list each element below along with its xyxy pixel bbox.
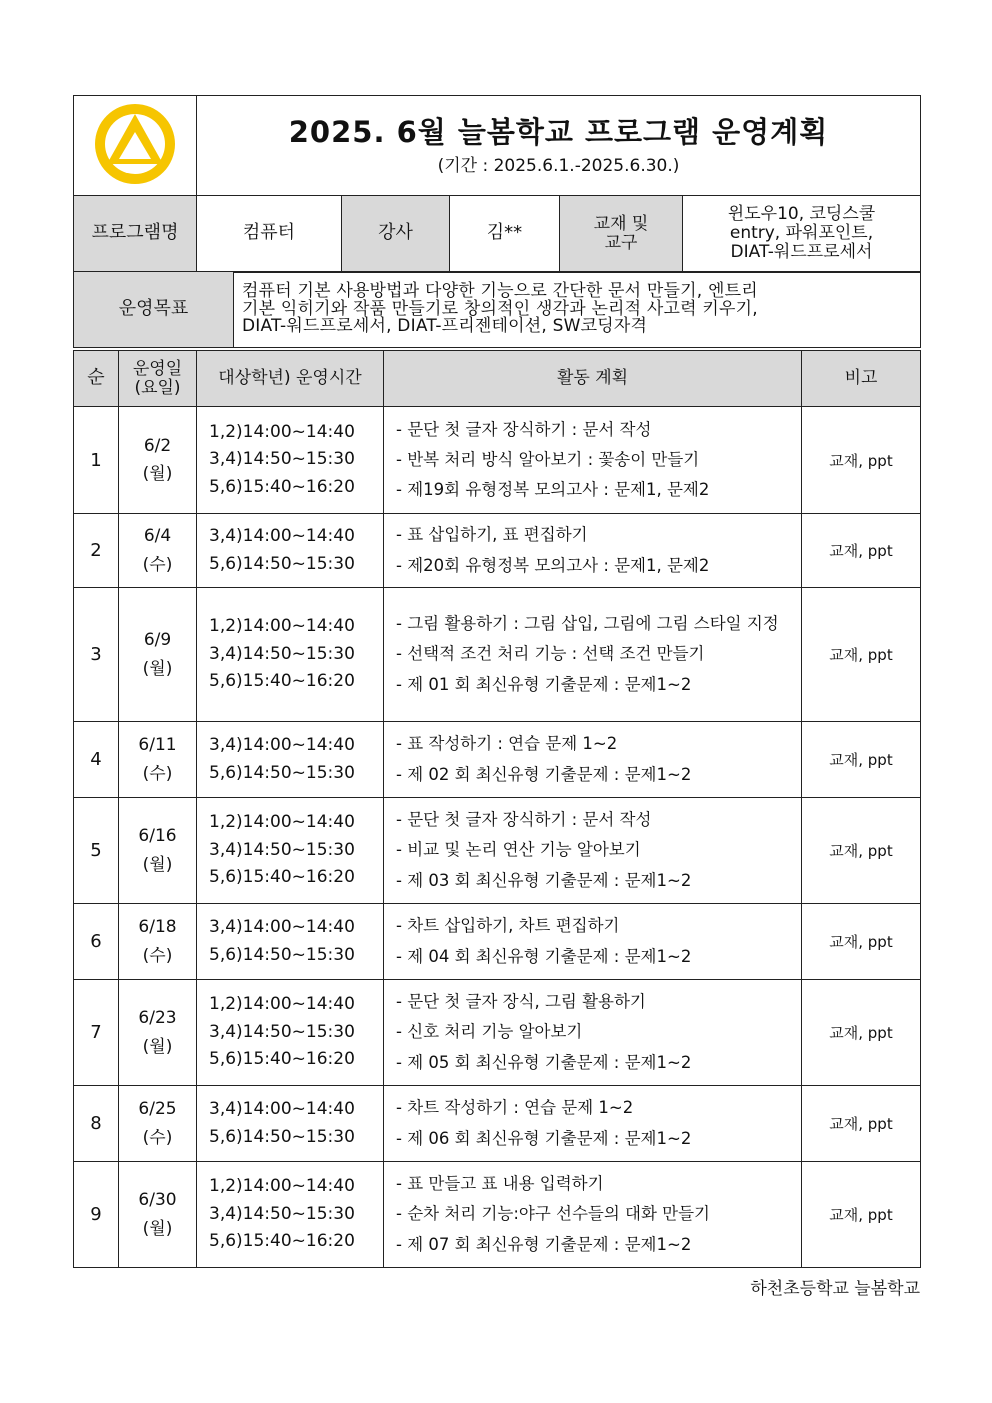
- row-date: [119, 514, 197, 588]
- col-date: [119, 351, 197, 407]
- row-day-value: (월): [142, 1036, 173, 1057]
- materials-line1: 윈도우10, 코딩스쿨: [727, 204, 876, 225]
- row-time-slot: 3,4)14:00~14:40: [209, 525, 355, 546]
- row-activities: [384, 904, 802, 980]
- schedule-table: [73, 350, 921, 1268]
- teacher-value: 김**: [450, 195, 560, 272]
- row-activity: - 표 작성하기 : 연습 문제 1~2: [396, 734, 618, 754]
- row-date: [119, 407, 197, 514]
- row-number: 6: [74, 904, 119, 980]
- row-time-slot: 5,6)14:50~15:30: [209, 762, 355, 783]
- row-number: 1: [74, 407, 119, 514]
- period-text: (기간 : 2025.6.1.-2025.6.30.): [437, 156, 680, 177]
- schedule-row: [74, 904, 921, 980]
- row-note: 교재, ppt: [802, 407, 921, 514]
- row-note: 교재, ppt: [802, 980, 921, 1086]
- col-note: 비고: [802, 351, 921, 407]
- row-day-value: (수): [142, 1127, 173, 1148]
- row-time-slot: 3,4)14:00~14:40: [209, 916, 355, 937]
- goal-text: [234, 272, 921, 348]
- row-activity: - 문단 첫 글자 장식, 그림 활용하기: [396, 992, 646, 1012]
- plan-document: [73, 95, 920, 1268]
- row-date-value: 6/16: [138, 826, 177, 847]
- row-activity: - 문단 첫 글자 장식하기 : 문서 작성: [396, 419, 652, 439]
- logo-cell: [74, 96, 197, 196]
- row-number: 9: [74, 1162, 119, 1268]
- row-date-value: 6/23: [138, 1008, 177, 1029]
- row-activity: - 차트 작성하기 : 연습 문제 1~2: [396, 1098, 634, 1118]
- row-number: 4: [74, 722, 119, 798]
- row-time-slot: 1,2)14:00~14:40: [209, 1176, 355, 1197]
- schedule-row: [74, 980, 921, 1086]
- row-time-slot: 5,6)14:50~15:30: [209, 944, 355, 965]
- row-date-value: 6/9: [143, 630, 172, 651]
- program-label: 프로그램명: [74, 195, 197, 272]
- row-activity: - 표 만들고 표 내용 입력하기: [396, 1174, 604, 1194]
- schedule-body: [74, 407, 921, 1268]
- row-time-slot: 3,4)14:50~15:30: [209, 1021, 355, 1042]
- row-date-value: 6/30: [138, 1190, 177, 1211]
- row-date-value: 6/4: [143, 526, 172, 547]
- schedule-header-row: [74, 351, 921, 407]
- materials-line3: DIAT-워드프로세서: [730, 241, 873, 262]
- row-activity: - 제20회 유형정복 모의고사 : 문제1, 문제2: [396, 555, 710, 575]
- col-time: 대상학년) 운영시간: [197, 351, 384, 407]
- row-note: 교재, ppt: [802, 588, 921, 722]
- row-times: [197, 904, 384, 980]
- row-note: 교재, ppt: [802, 1162, 921, 1268]
- row-activities: [384, 798, 802, 904]
- row-activities: [384, 407, 802, 514]
- materials-label-line1: 교재 및: [593, 213, 649, 234]
- goal-line1: 컴퓨터 기본 사용방법과 다양한 기능으로 간단한 문서 만들기, 엔트리: [242, 280, 758, 301]
- materials-label: [560, 195, 683, 272]
- row-activity: - 제 07 회 최신유형 기출문제 : 문제1~2: [396, 1234, 692, 1254]
- col-no: 순: [74, 351, 119, 407]
- row-activities: [384, 1086, 802, 1162]
- row-time-slot: 1,2)14:00~14:40: [209, 421, 355, 442]
- schedule-row: [74, 798, 921, 904]
- row-time-slot: 5,6)15:40~16:20: [209, 867, 355, 888]
- row-date: [119, 1162, 197, 1268]
- row-time-slot: 5,6)15:40~16:20: [209, 1231, 355, 1252]
- row-activity: - 표 삽입하기, 표 편집하기: [396, 525, 588, 545]
- page-title: 2025. 6월 늘봄학교 프로그램 운영계획: [288, 114, 829, 149]
- row-date-value: 6/2: [143, 435, 172, 456]
- schedule-row: [74, 588, 921, 722]
- row-activity: - 선택적 조건 처리 기능 : 선택 조건 만들기: [396, 644, 705, 664]
- row-activity: - 신호 처리 기능 알아보기: [396, 1022, 583, 1042]
- row-times: [197, 722, 384, 798]
- row-day-value: (수): [142, 945, 173, 966]
- materials-value: [683, 195, 921, 272]
- row-time-slot: 5,6)14:50~15:30: [209, 1126, 355, 1147]
- row-number: 7: [74, 980, 119, 1086]
- row-activity: - 제 05 회 최신유형 기출문제 : 문제1~2: [396, 1052, 692, 1072]
- row-number: 3: [74, 588, 119, 722]
- row-note: 교재, ppt: [802, 722, 921, 798]
- materials-line2: entry, 파워포인트,: [729, 223, 874, 244]
- row-number: 8: [74, 1086, 119, 1162]
- row-time-slot: 3,4)14:50~15:30: [209, 643, 355, 664]
- row-note: 교재, ppt: [802, 1086, 921, 1162]
- row-day-value: (월): [142, 464, 173, 484]
- row-activity: - 제19회 유형정복 모의고사 : 문제1, 문제2: [396, 480, 710, 499]
- goal-line2: 기본 익히기와 작품 만들기로 창의적인 생각과 논리적 사고력 키우기,: [242, 298, 758, 319]
- row-date: [119, 798, 197, 904]
- title-cell: [197, 96, 921, 196]
- row-activity: - 문단 첫 글자 장식하기 : 문서 작성: [396, 810, 652, 830]
- row-activity: - 그림 활용하기 : 그림 삽입, 그림에 그림 스타일 지정: [396, 614, 779, 634]
- goal-label: 운영목표: [74, 272, 234, 348]
- row-number: 2: [74, 514, 119, 588]
- program-value: 컴퓨터: [197, 195, 342, 272]
- row-date-value: 6/25: [138, 1099, 177, 1120]
- row-day-value: (월): [142, 854, 173, 875]
- row-activities: [384, 980, 802, 1086]
- schedule-row: [74, 722, 921, 798]
- row-time-slot: 5,6)15:40~16:20: [209, 476, 355, 497]
- row-activity: - 제 06 회 최신유형 기출문제 : 문제1~2: [396, 1128, 692, 1148]
- row-time-slot: 1,2)14:00~14:40: [209, 616, 355, 637]
- row-date: [119, 904, 197, 980]
- row-times: [197, 407, 384, 514]
- goal-table: [73, 271, 921, 348]
- row-activities: [384, 722, 802, 798]
- col-plan: 활동 계획: [384, 351, 802, 407]
- row-time-slot: 3,4)14:50~15:30: [209, 839, 355, 860]
- row-note: 교재, ppt: [802, 904, 921, 980]
- row-note: 교재, ppt: [802, 798, 921, 904]
- row-date: [119, 1086, 197, 1162]
- row-activity: - 차트 삽입하기, 차트 편집하기: [396, 916, 620, 936]
- schedule-row: [74, 1086, 921, 1162]
- row-day-value: (수): [142, 763, 173, 784]
- goal-line3: DIAT-워드프로세서, DIAT-프리젠테이션, SW코딩자격: [242, 316, 648, 337]
- col-date-line1: 운영일: [132, 358, 183, 379]
- school-emblem-icon: [93, 102, 177, 186]
- row-activity: - 반복 처리 방식 알아보기 : 꽃송이 만들기: [396, 449, 700, 469]
- footer-school-name: 하천초등학교 늘봄학교: [750, 1279, 920, 1299]
- title-table: [73, 95, 921, 196]
- row-activity: - 순차 처리 기능:야구 선수들의 대화 만들기: [396, 1204, 710, 1224]
- row-activity: - 제 02 회 최신유형 기출문제 : 문제1~2: [396, 764, 692, 784]
- schedule-row: [74, 407, 921, 514]
- row-time-slot: 5,6)15:40~16:20: [209, 1049, 355, 1070]
- row-activities: [384, 514, 802, 588]
- col-date-line2: (요일): [134, 377, 181, 398]
- row-activity: - 비교 및 논리 연산 기능 알아보기: [396, 840, 641, 860]
- row-time-slot: 3,4)14:50~15:30: [209, 1203, 355, 1224]
- row-note: 교재, ppt: [802, 514, 921, 588]
- row-activity: - 제 01 회 최신유형 기출문제 : 문제1~2: [396, 674, 692, 694]
- row-times: [197, 1162, 384, 1268]
- row-activity: - 제 04 회 최신유형 기출문제 : 문제1~2: [396, 946, 692, 966]
- row-date: [119, 980, 197, 1086]
- row-date: [119, 722, 197, 798]
- row-date: [119, 588, 197, 722]
- schedule-row: [74, 514, 921, 588]
- row-time-slot: 1,2)14:00~14:40: [209, 812, 355, 833]
- row-time-slot: 3,4)14:50~15:30: [209, 449, 355, 470]
- teacher-label: 강사: [342, 195, 450, 272]
- row-date-value: 6/18: [138, 917, 177, 938]
- row-times: [197, 980, 384, 1086]
- row-times: [197, 1086, 384, 1162]
- row-times: [197, 514, 384, 588]
- row-number: 5: [74, 798, 119, 904]
- row-times: [197, 798, 384, 904]
- row-day-value: (수): [142, 554, 173, 575]
- row-day-value: (월): [142, 1218, 173, 1239]
- materials-label-line2: 교구: [604, 232, 638, 253]
- info-table: [73, 195, 921, 273]
- row-date-value: 6/11: [138, 735, 177, 756]
- row-time-slot: 3,4)14:00~14:40: [209, 1098, 355, 1119]
- row-time-slot: 5,6)15:40~16:20: [209, 671, 355, 692]
- row-time-slot: 1,2)14:00~14:40: [209, 994, 355, 1015]
- row-times: [197, 588, 384, 722]
- row-activities: [384, 588, 802, 722]
- row-activities: [384, 1162, 802, 1268]
- row-time-slot: 3,4)14:00~14:40: [209, 734, 355, 755]
- schedule-row: [74, 1162, 921, 1268]
- row-activity: - 제 03 회 최신유형 기출문제 : 문제1~2: [396, 870, 692, 890]
- row-time-slot: 5,6)14:50~15:30: [209, 553, 355, 574]
- row-day-value: (월): [142, 658, 173, 679]
